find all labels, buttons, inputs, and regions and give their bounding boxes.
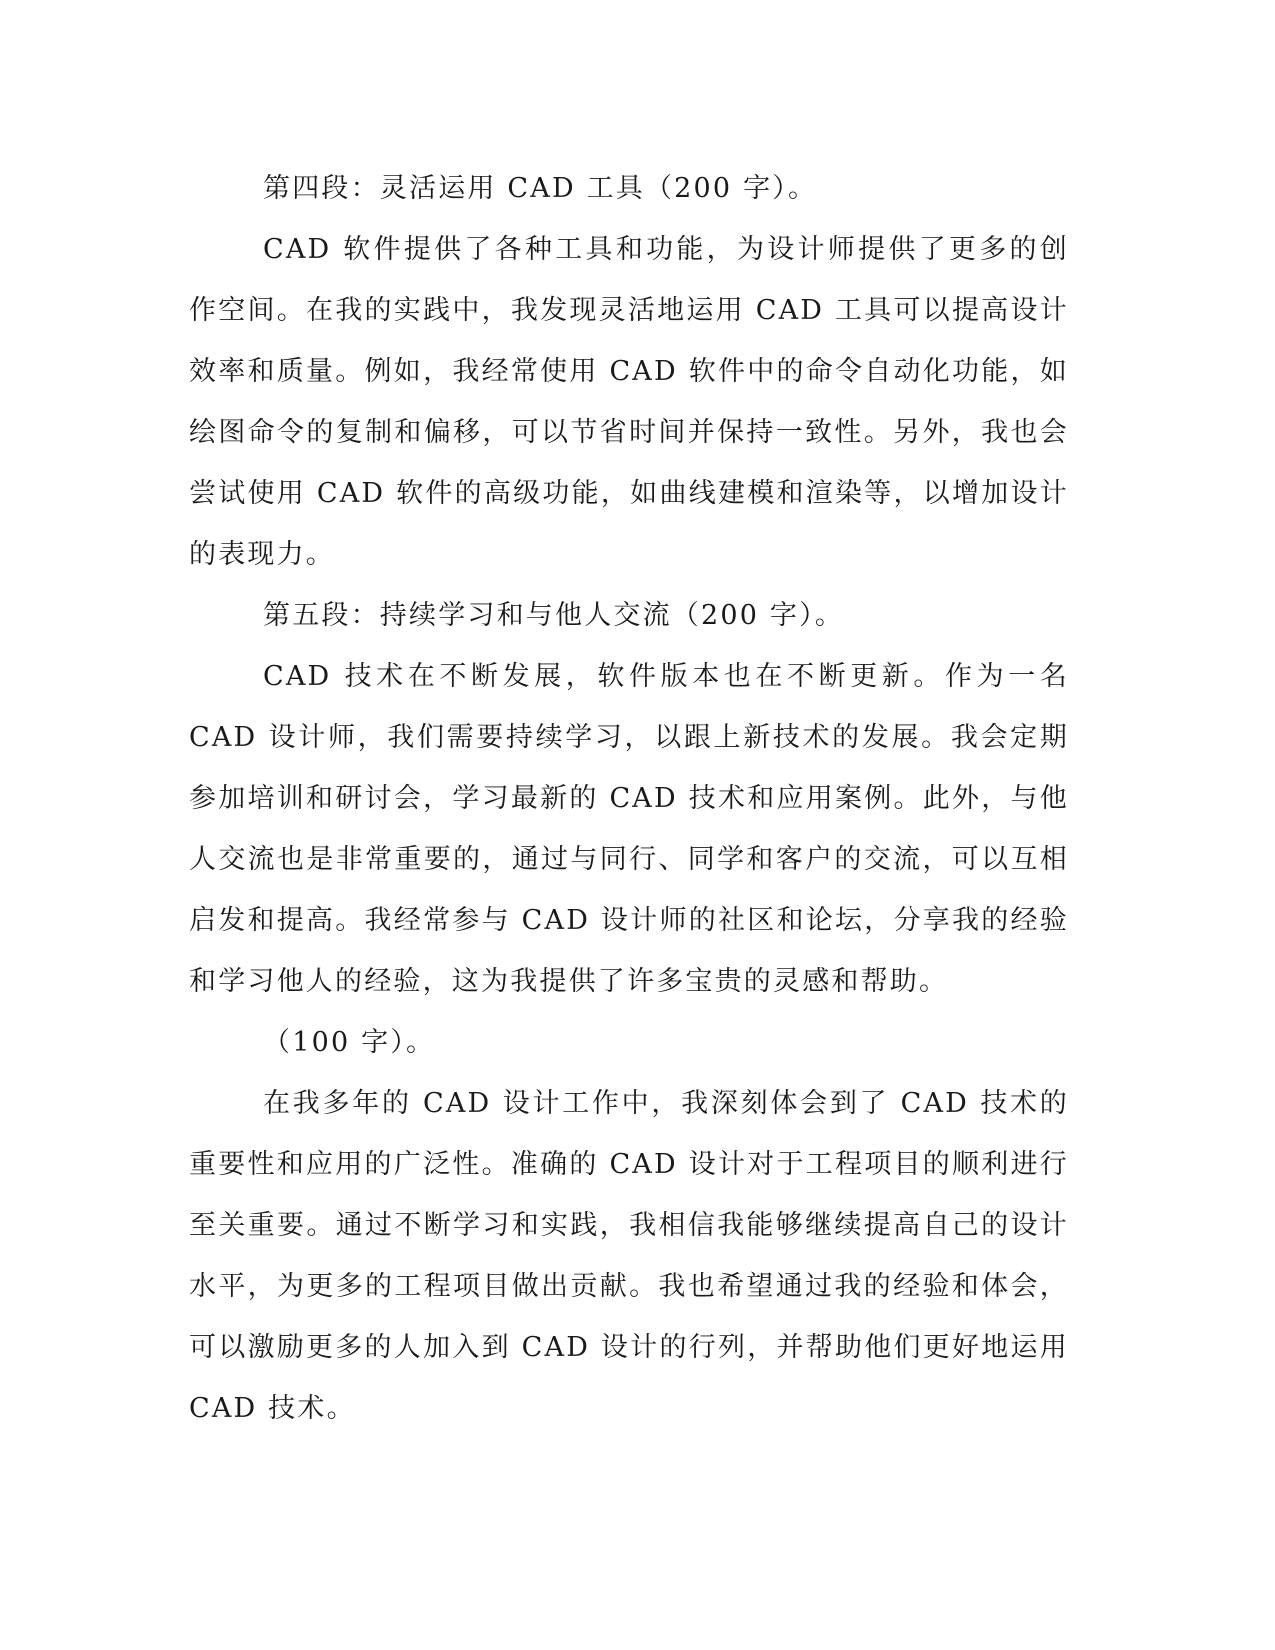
conclusion-paragraph: 在我多年的 CAD 设计工作中，我深刻体会到了 CAD 技术的重要性和应用的广泛性。准确的 CAD 设计对于工程项目的顺利进行至关重要。通过不断学习和实践，我相信我能够继续提高自己的设计水平，为更多的工程项目做出贡献。我也希望通过我的经验和体会，可以激励更多的人加入到 CAD 设计的行列，并帮助他们更好地运用 CAD 技术。 (189, 1088, 1069, 1424)
conclusion-heading: （100 字）。 (263, 1027, 436, 1058)
section4-paragraph: CAD 软件提供了各种工具和功能，为设计师提供了更多的创作空间。在我的实践中，我发现灵活地运用 CAD 工具可以提高设计效率和质量。例如，我经常使用 CAD 软件中的命令自动化功能，如绘图命令的复制和偏移，可以节省时间并保持一致性。另外，我也会尝试使用 CAD 软件的高级功能，如曲线建模和渲染等，以增加设计的表现力。 (189, 234, 1069, 570)
section5-heading: 第五段：持续学习和与他人交流（200 字）。 (263, 600, 845, 631)
document-body (189, 158, 1069, 1439)
section5-paragraph: CAD 技术在不断发展，软件版本也在不断更新。作为一名 CAD 设计师，我们需要持续学习，以跟上新技术的发展。我会定期参加培训和研讨会，学习最新的 CAD 技术和应用案例。此外，与他人交流也是非常重要的，通过与同行、同学和客户的交流，可以互相启发和提高。我经常参与 CAD 设计师的社区和论坛，分享我的经验和学习他人的经验，这为我提供了许多宝贵的灵感和帮助。 (189, 661, 1069, 997)
section4-heading: 第四段：灵活运用 CAD 工具（200 字）。 (263, 173, 818, 204)
